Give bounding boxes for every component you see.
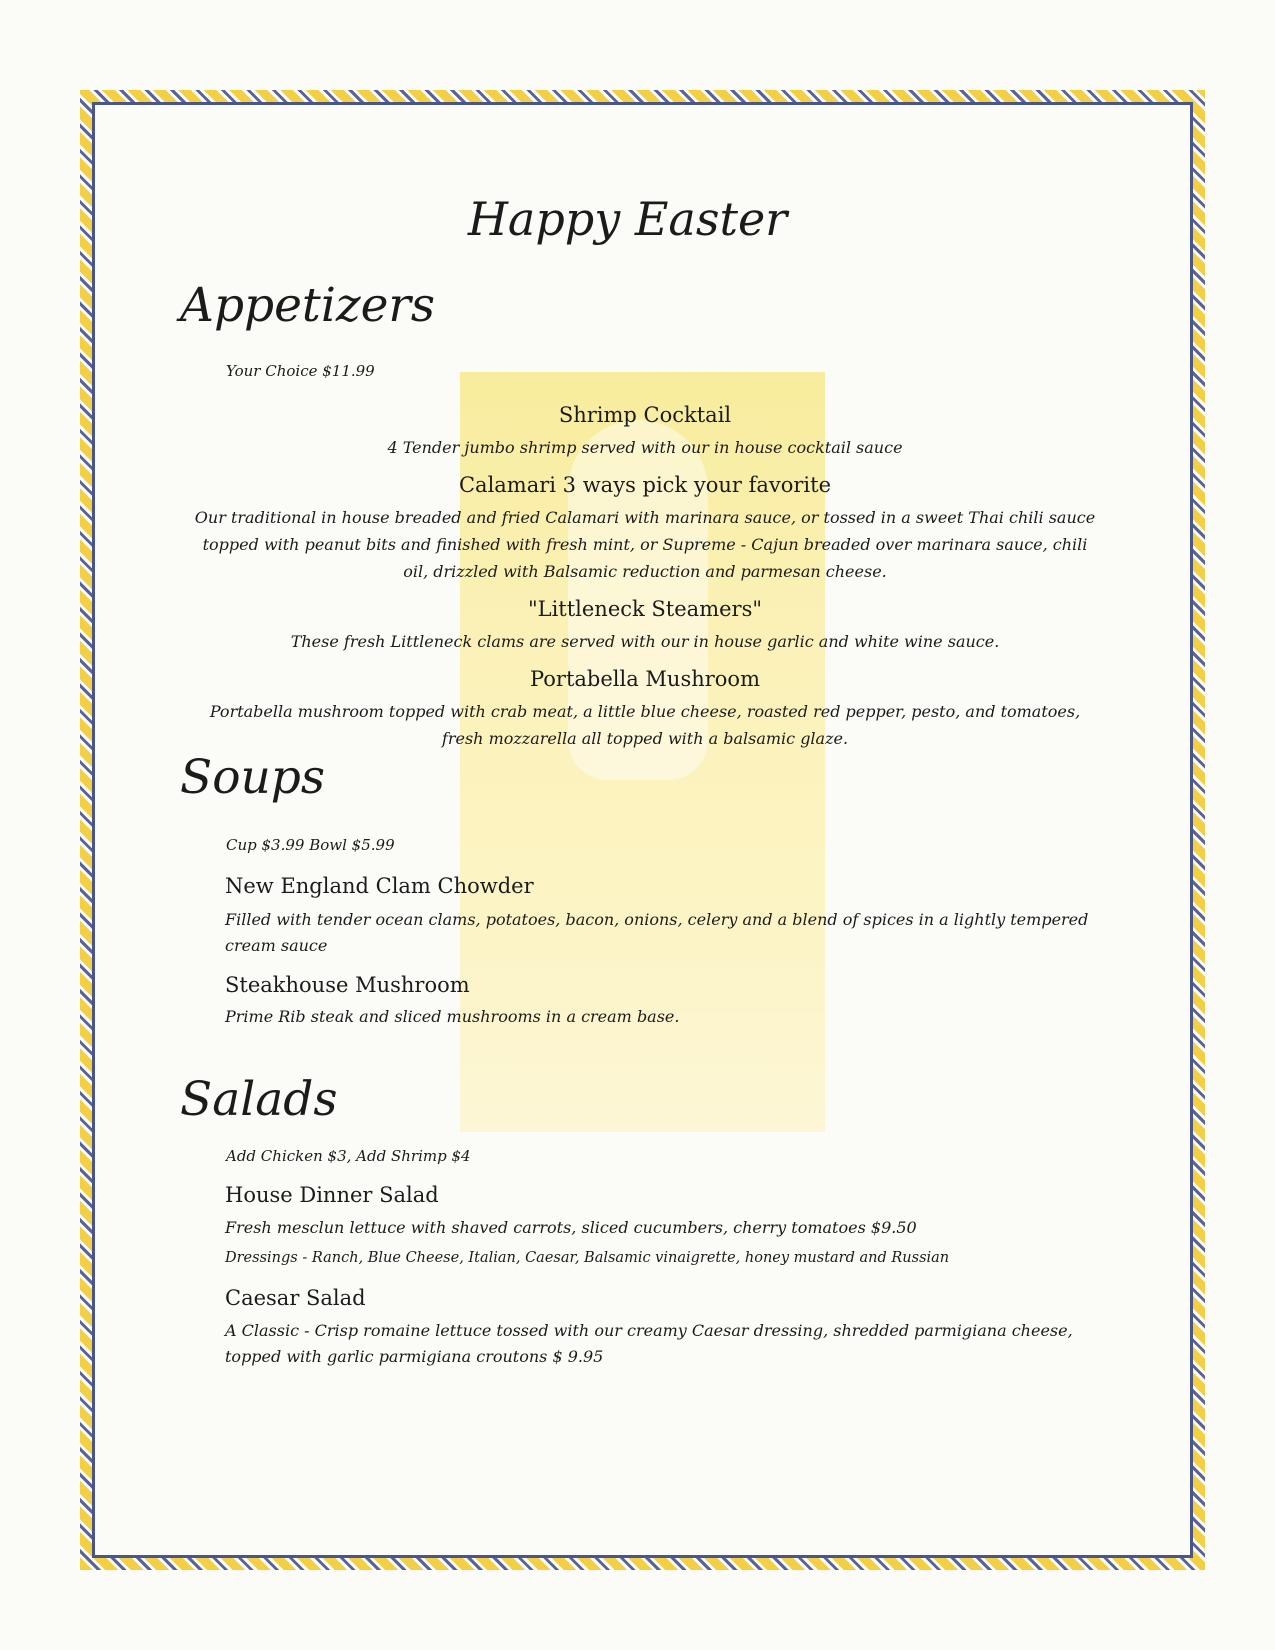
item-name-shrimp-cocktail: Shrimp Cocktail: [558, 403, 732, 427]
item-name-calamari: Calamari 3 ways pick your favorite: [458, 473, 832, 497]
section-heading-soups: Soups: [180, 750, 325, 805]
item-desc-house-dinner-salad: Fresh mesclun lettuce with shaved carrots, sliced cucumbers, cherry tomatoes $9.50: [225, 1218, 917, 1237]
item-name-portabella-mushroom: Portabella Mushroom: [530, 667, 760, 691]
item-dressings-house-dinner-salad: Dressings - Ranch, Blue Cheese, Italian, Caesar, Balsamic vinaigrette, honey mustard and Russian: [225, 1250, 950, 1266]
appetizers-price-note: Your Choice $11.99: [226, 362, 375, 380]
item-desc-calamari: Our traditional in house breaded and fried Calamari with marinara sauce, or tossed in a sweet Thai chili sauce topped with peanut bits and finished with fresh mint, or Supreme - Cajun breaded over marinara sauce, chili oil, drizzled with Balsamic reduction and parmesan cheese.: [194, 508, 1096, 581]
salads-price-note: Add Chicken $3, Add Shrimp $4: [226, 1147, 471, 1165]
item-name-littleneck-steamers: "Littleneck Steamers": [527, 597, 763, 621]
soups-price-note: Cup $3.99 Bowl $5.99: [226, 836, 395, 854]
page-title: Happy Easter: [467, 192, 788, 246]
item-desc-littleneck-steamers: These fresh Littleneck clams are served with our in house garlic and white wine sauce.: [290, 632, 1000, 651]
item-name-clam-chowder: New England Clam Chowder: [225, 874, 534, 898]
section-heading-salads: Salads: [180, 1072, 338, 1127]
item-desc-steakhouse-mushroom: Prime Rib steak and sliced mushrooms in a cream base.: [225, 1007, 680, 1026]
item-name-house-dinner-salad: House Dinner Salad: [225, 1183, 439, 1207]
section-heading-appetizers: Appetizers: [180, 278, 436, 333]
item-desc-caesar-salad: A Classic - Crisp romaine lettuce tossed with our creamy Caesar dressing, shredded parmigiana cheese, topped with garlic parmigiana croutons $ 9.95: [225, 1321, 1073, 1366]
item-desc-portabella-mushroom: Portabella mushroom topped with crab meat, a little blue cheese, roasted red pepper, pesto, and tomatoes, fresh mozzarella all topped with a balsamic glaze.: [209, 702, 1081, 748]
item-name-steakhouse-mushroom: Steakhouse Mushroom: [225, 973, 470, 997]
item-desc-clam-chowder: Filled with tender ocean clams, potatoes, bacon, onions, celery and a blend of spices in a lightly tempered cream sauce: [225, 910, 1089, 955]
item-name-caesar-salad: Caesar Salad: [225, 1286, 366, 1310]
item-desc-shrimp-cocktail: 4 Tender jumbo shrimp served with our in house cocktail sauce: [387, 438, 903, 457]
